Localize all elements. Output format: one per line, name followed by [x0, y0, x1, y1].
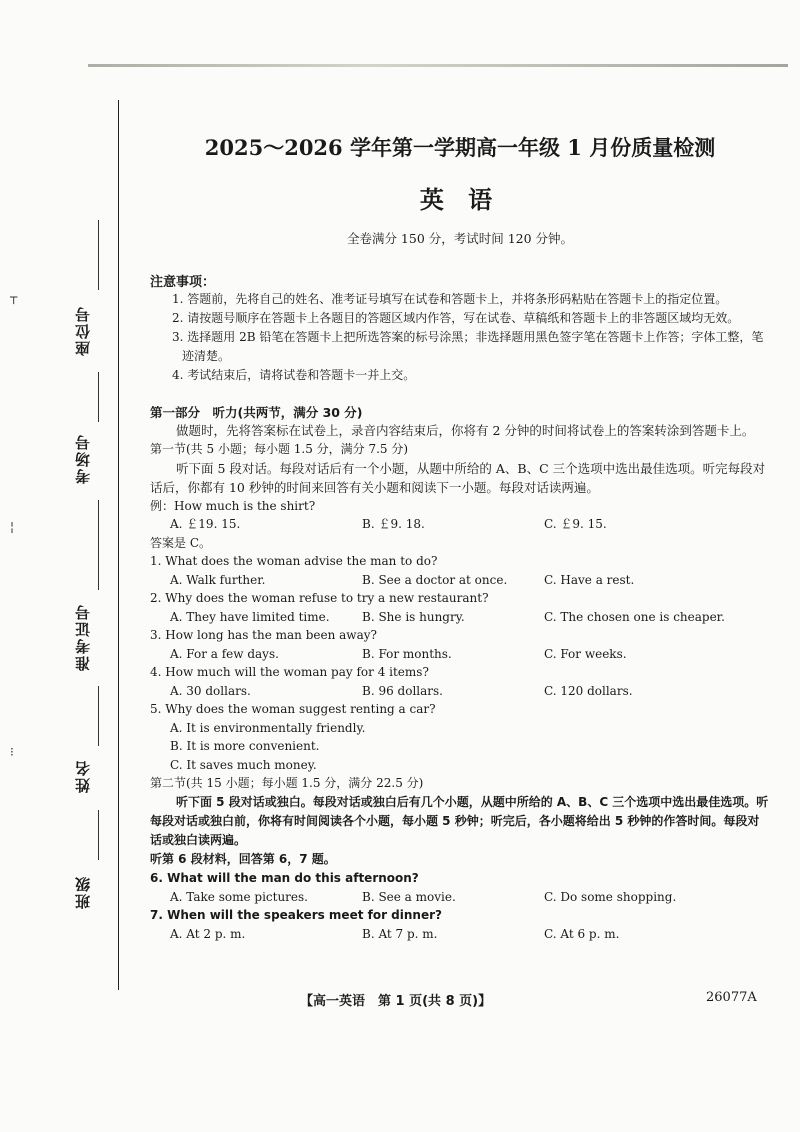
option-c: C. ￡9. 15. — [544, 517, 607, 531]
binding-mark: ⁝ — [10, 745, 14, 759]
option-c: C. The chosen one is cheaper. — [544, 609, 725, 624]
question-5: 5. Why does the woman suggest renting a car? — [150, 702, 436, 716]
question-7-options — [150, 925, 770, 944]
exam-room-label: 考场号 — [74, 433, 92, 485]
question-7: 7. When will the speakers meet for dinner? — [150, 908, 442, 922]
class-label: 班级 — [74, 875, 92, 909]
seat-number-label: 座位号 — [74, 305, 92, 357]
option-b: B. See a doctor at once. — [362, 572, 508, 587]
option-a: A. They have limited time. — [170, 609, 330, 624]
section1-intro: 听下面 5 段对话。每段对话后有一个小题，从题中所给的 A、B、C 三个选项中选出最佳选项。听完每段对话后，你都有 10 秒钟的时间来回答有关小题和阅读下一小题。每段对话读两遍。 — [150, 460, 766, 495]
question-4: 4. How much will the woman pay for 4 items? — [150, 665, 429, 679]
option-a: A. For a few days. — [170, 646, 279, 661]
exam-info: 全卷满分 150 分，考试时间 120 分钟。 — [346, 231, 574, 246]
option-c: C. For weeks. — [544, 646, 627, 661]
question-2: 2. Why does the woman refuse to try a new restaurant? — [150, 591, 489, 605]
question-3: 3. How long has the man been away? — [150, 628, 377, 642]
option-a: A. Walk further. — [170, 572, 266, 587]
question-1: 1. What does the woman advise the man to do? — [150, 554, 438, 568]
question-6-options — [150, 888, 770, 907]
option-a: A. Take some pictures. — [170, 889, 308, 904]
exam-title: 2025～2026 学年第一学期高一年级 1 月份质量检测 — [204, 135, 716, 160]
note-item: 2. 请按题号顺序在答题卡上各题目的答题区域内作答，写在试卷、草稿纸和答题卡上的非答题区域均无效。 — [172, 311, 740, 325]
paper-edge-shadow — [88, 64, 788, 67]
note-item: 1. 答题前，先将自己的姓名、准考证号填写在试卷和答题卡上，并将条形码粘贴在答题卡上的指定位置。 — [172, 292, 728, 306]
fill-line — [98, 372, 99, 422]
option-b: B. For months. — [362, 646, 452, 661]
question-3-options — [150, 645, 770, 664]
part1-intro: 做题时，先将答案标在试卷上，录音内容结束后，你将有 2 分钟的时间将试卷上的答案转涂到答题卡上。 — [176, 423, 755, 438]
option-b: B. ￡9. 18. — [362, 517, 425, 531]
option-a: A. At 2 p. m. — [170, 927, 246, 941]
binding-mark: ¦ — [10, 520, 15, 534]
example-options — [150, 515, 770, 534]
option-a: A. ￡19. 15. — [170, 517, 241, 531]
option-c: C. At 6 p. m. — [544, 927, 620, 941]
fill-line — [98, 810, 99, 860]
material-6-instruction: 听第 6 段材料，回答第 6，7 题。 — [150, 851, 336, 866]
option-b: B. At 7 p. m. — [362, 927, 438, 941]
question-6: 6. What will the man do this afternoon? — [150, 870, 419, 885]
part1-heading: 第一部分 听力(共两节，满分 30 分) — [150, 405, 363, 420]
page-footer-label: 【高一英语 第 1 页(共 8 页)】 — [300, 994, 492, 1009]
example-question: 例：How much is the shirt? — [150, 498, 316, 513]
option-c: C. Have a rest. — [544, 572, 635, 587]
option-c: C. It saves much money. — [170, 757, 317, 772]
binding-mark: ┬ — [10, 290, 18, 304]
option-b: B. See a movie. — [362, 889, 456, 904]
question-2-options — [150, 608, 770, 627]
note-item: 3. 选择题用 2B 铅笔在答题卡上把所选答案的标号涂黑；非选择题用黑色签字笔在答题卡上作答；字体工整，笔迹清楚。 — [172, 330, 764, 363]
option-c: C. 120 dollars. — [544, 683, 633, 698]
question-4-options — [150, 682, 770, 701]
name-label: 姓名 — [74, 759, 92, 793]
exam-content — [150, 120, 770, 944]
subject-title: 英 语 — [419, 186, 501, 214]
binding-line — [118, 100, 119, 990]
example-answer: 答案是 C。 — [150, 535, 211, 550]
section2-heading: 第二节(共 15 小题；每小题 1.5 分，满分 22.5 分) — [150, 776, 424, 790]
option-b: B. She is hungry. — [362, 609, 465, 624]
paper-code: 26077A — [706, 990, 757, 1005]
fill-line — [98, 500, 99, 590]
section1-heading: 第一节(共 5 小题；每小题 1.5 分，满分 7.5 分) — [150, 442, 409, 456]
section2-intro: 听下面 5 段对话或独白。每段对话或独白后有几个小题，从题中所给的 A、B、C 三个选项中选出最佳选项。听每段对话或独白前，你将有时间阅读各个小题，每小题 5 秒钟；听完后，各小题将给出 5 秒钟的作答时间。每段对话或独白读两遍。 — [150, 794, 769, 847]
option-c: C. Do some shopping. — [544, 889, 677, 904]
fill-line — [98, 220, 99, 290]
fill-line — [98, 686, 99, 746]
notes-title: 注意事项： — [150, 275, 216, 290]
option-a: A. It is environmentally friendly. — [170, 720, 366, 735]
admission-number-label: 准考证号 — [74, 603, 92, 671]
option-b: B. 96 dollars. — [362, 683, 443, 698]
option-a: A. 30 dollars. — [170, 683, 251, 698]
question-1-options — [150, 571, 770, 590]
option-b: B. It is more convenient. — [170, 739, 320, 753]
note-item: 4. 考试结束后，请将试卷和答题卡一并上交。 — [172, 368, 416, 382]
